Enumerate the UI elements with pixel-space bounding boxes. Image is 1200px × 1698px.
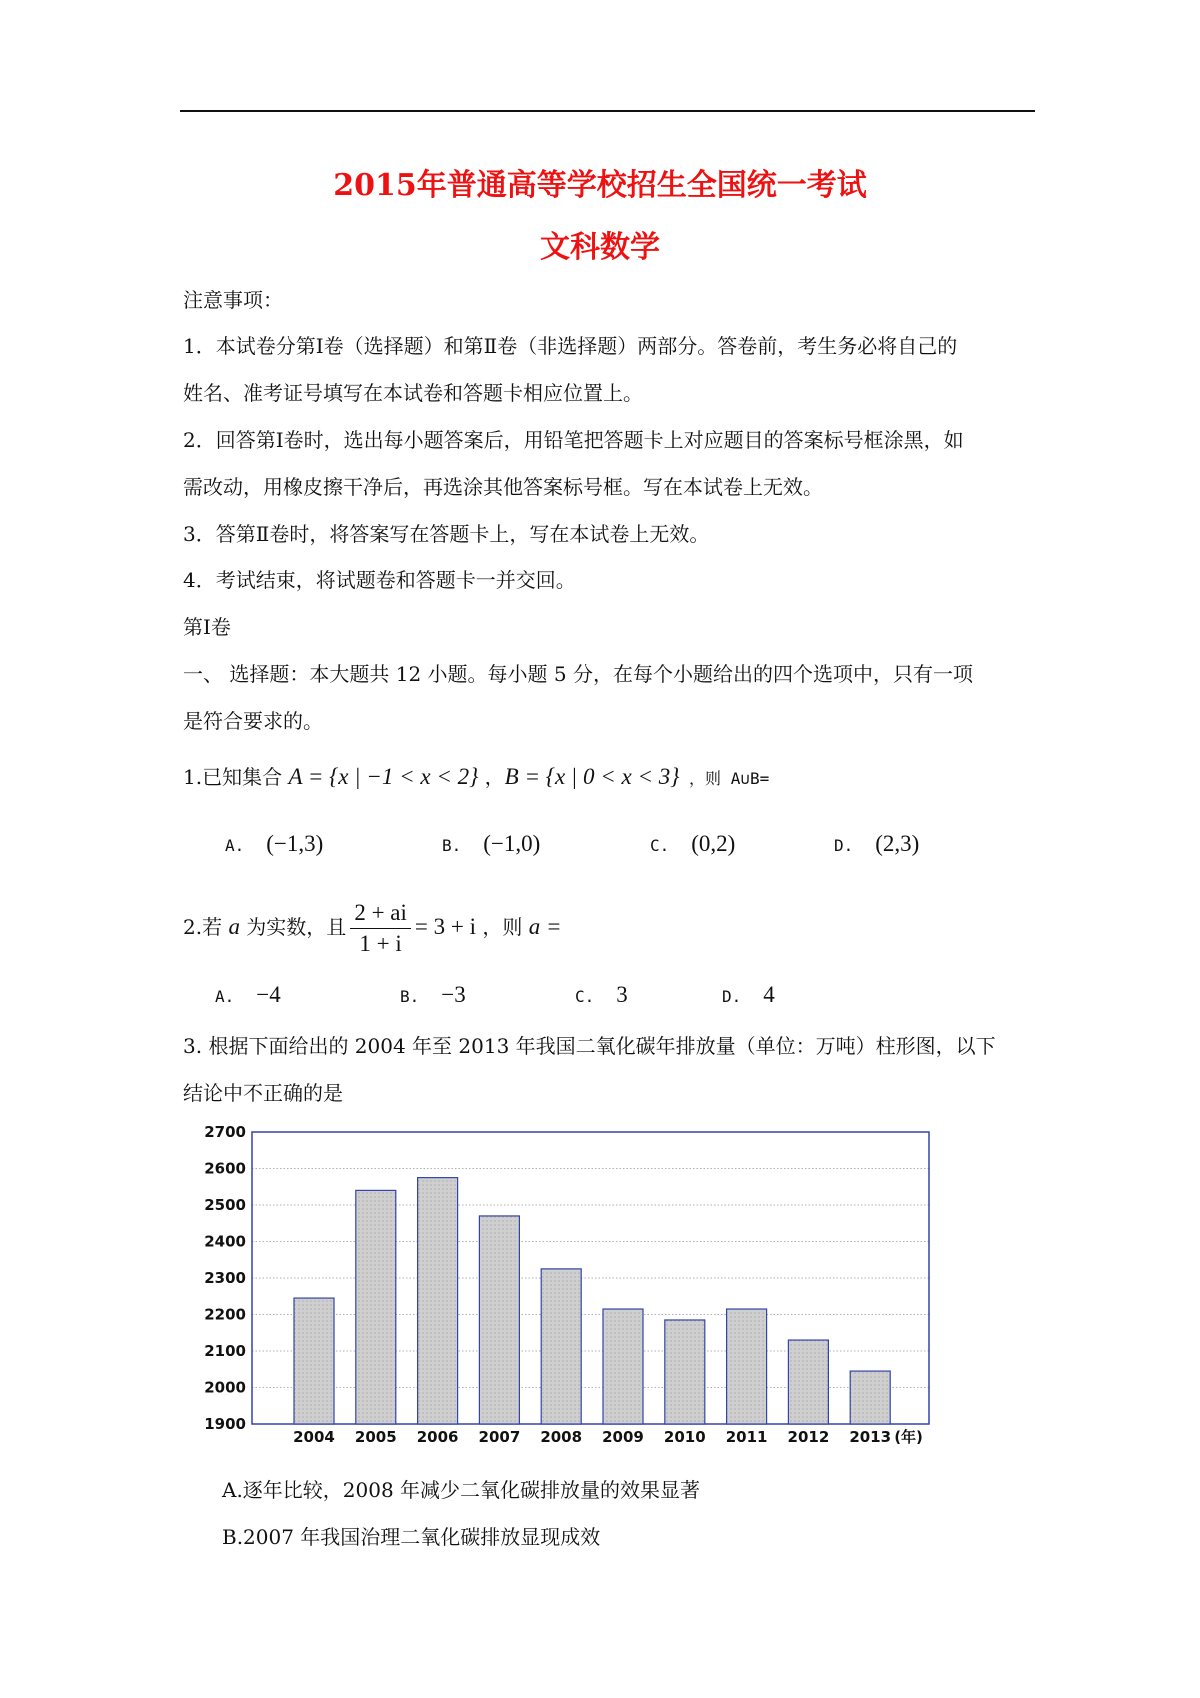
x-tick-label: 2011 <box>725 1428 768 1446</box>
notice-line-2: 姓名、准考证号填写在本试卷和答题卡相应位置上。 <box>183 381 643 405</box>
y-tick-label: 2500 <box>204 1196 246 1214</box>
notice-line-3: 2．回答第Ⅰ卷时，选出每小题答案后，用铅笔把答题卡上对应题目的答案标号框涂黑，如 <box>183 428 964 452</box>
q1-option-a[interactable]: A. (−1,3) <box>225 831 324 856</box>
y-tick-label: 2300 <box>204 1269 246 1287</box>
section-heading-line-2: 是符合要求的。 <box>183 709 323 733</box>
x-tick-label: 2004 <box>293 1428 335 1446</box>
notice-line-5: 3．答第Ⅱ卷时，将答案写在答题卡上，写在本试卷上无效。 <box>183 522 710 546</box>
notice-line-4: 需改动，用橡皮擦干净后，再选涂其他答案标号框。写在本试卷上无效。 <box>183 475 823 499</box>
bar-2005 <box>356 1190 396 1424</box>
bar-2007 <box>479 1216 519 1424</box>
q2-option-c[interactable]: C. 3 <box>575 982 628 1007</box>
q2-suffix: ，则 <box>475 915 529 939</box>
y-tick-label: 2600 <box>204 1159 246 1178</box>
q2-mid: 为实数，且 <box>239 915 347 939</box>
bar-2009 <box>603 1309 643 1424</box>
q2-denominator: 1 + i <box>359 931 402 956</box>
bar-2006 <box>418 1178 458 1424</box>
notice-heading: 注意事项： <box>183 288 283 312</box>
q2-option-d[interactable]: D. 4 <box>722 982 775 1007</box>
bar-2010 <box>665 1320 705 1424</box>
q1-sep: ， <box>478 765 505 789</box>
co2-bar-chart <box>190 1120 970 1460</box>
question-3-stem-line-1: 3. 根据下面给出的 2004 年至 2013 年我国二氧化碳年排放量（单位：万吨）柱形图，以下 <box>183 1034 996 1058</box>
exam-subtitle: 文科数学 <box>540 230 660 265</box>
q2-fraction <box>350 900 411 957</box>
q3-option-a[interactable]: A.逐年比较，2008 年减少二氧化碳排放量的效果显著 <box>222 1478 701 1502</box>
bar-2011 <box>727 1309 767 1424</box>
x-tick-label: 2009 <box>602 1428 644 1446</box>
y-tick-label: 2000 <box>204 1378 246 1397</box>
bar-2012 <box>788 1340 828 1424</box>
notice-line-1: 1．本试卷分第Ⅰ卷（选择题）和第Ⅱ卷（非选择题）两部分。答卷前，考生务必将自己的 <box>183 334 958 358</box>
bar-2013 <box>850 1371 890 1424</box>
x-tick-label: 2012 <box>787 1428 830 1446</box>
x-tick-label: 2010 <box>663 1428 706 1446</box>
y-tick-label: 2200 <box>204 1305 246 1324</box>
y-tick-label: 1900 <box>204 1415 246 1433</box>
q2-option-b[interactable]: B. −3 <box>400 982 466 1007</box>
question-1-stem <box>183 765 769 791</box>
q1-option-c[interactable]: C. (0,2) <box>650 831 736 856</box>
exam-title: 2015年普通高等学校招生全国统一考试 <box>333 168 867 203</box>
q2-option-a[interactable]: A. −4 <box>215 982 281 1007</box>
y-tick-label: 2400 <box>204 1232 246 1251</box>
q2-prefix: 2.若 <box>183 915 229 939</box>
q3-option-b[interactable]: B.2007 年我国治理二氧化碳排放显现成效 <box>222 1525 601 1549</box>
q1-set-b: B = {x | 0 < x < 3} <box>504 764 680 789</box>
q1-suffix: ，则 A∪B= <box>679 769 770 788</box>
x-tick-label: 2007 <box>478 1428 521 1446</box>
q2-numerator: 2 + ai <box>350 900 411 929</box>
x-axis-unit: (年) <box>894 1428 923 1446</box>
bar-2008 <box>541 1269 581 1424</box>
bar-2004 <box>294 1298 334 1424</box>
volume-heading: 第Ⅰ卷 <box>183 615 231 639</box>
q2-rhs: = 3 + i <box>414 914 476 939</box>
question-3-stem-line-2: 结论中不正确的是 <box>183 1081 343 1105</box>
x-tick-label: 2005 <box>354 1428 397 1446</box>
q1-set-a: A = {x | −1 < x < 2} <box>288 764 479 789</box>
q1-option-d[interactable]: D. (2,3) <box>834 831 920 856</box>
q2-ask: a = <box>528 914 562 939</box>
section-heading-line-1: 一、 选择题：本大题共 12 小题。每小题 5 分，在每个小题给出的四个选项中，只有一项 <box>183 662 973 686</box>
header-rule <box>180 110 1035 112</box>
question-2-stem <box>183 897 561 957</box>
notice-line-6: 4．考试结束，将试题卷和答题卡一并交回。 <box>183 568 576 592</box>
q1-prefix: 1.已知集合 <box>183 765 289 789</box>
x-tick-label: 2008 <box>540 1428 583 1446</box>
y-tick-label: 2700 <box>204 1123 246 1141</box>
q2-var: a <box>228 914 240 939</box>
y-tick-label: 2100 <box>204 1342 246 1360</box>
q1-option-b[interactable]: B. (−1,0) <box>442 831 541 856</box>
x-tick-label: 2013 <box>849 1428 892 1446</box>
x-tick-label: 2006 <box>416 1428 459 1446</box>
